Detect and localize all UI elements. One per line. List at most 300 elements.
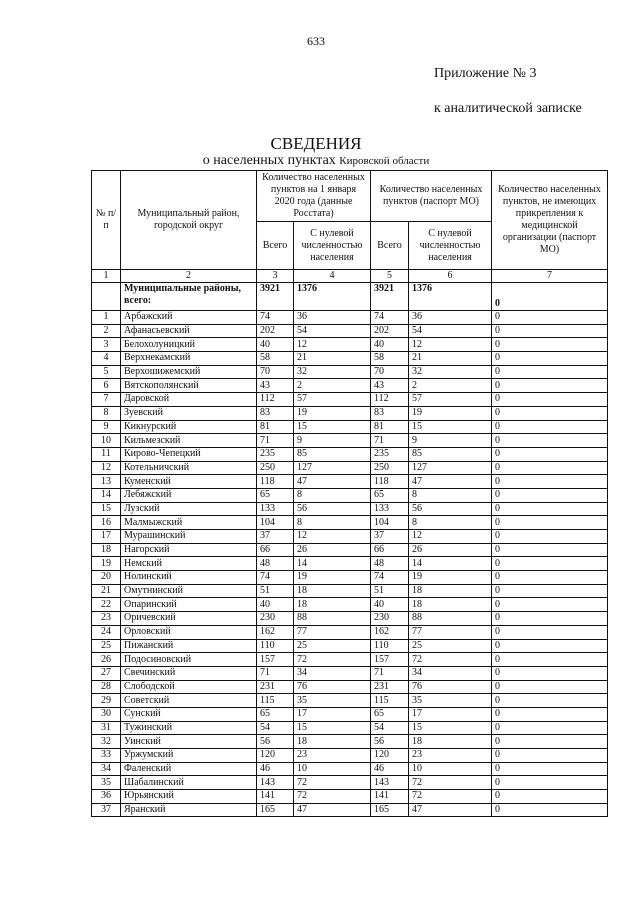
district-name: Лузский <box>121 502 257 516</box>
table-cell: 85 <box>294 447 371 461</box>
table-row <box>92 790 608 804</box>
district-name: Немский <box>121 557 257 571</box>
table-cell: 165 <box>257 803 294 817</box>
appendix-subtitle: к аналитической записке <box>434 101 582 116</box>
table-row <box>92 516 608 530</box>
table-cell: 27 <box>92 666 121 680</box>
table-row <box>92 762 608 776</box>
table-cell: 8 <box>92 406 121 420</box>
header-passport-group: Количество населенных пунктов (паспорт МО) <box>371 171 492 222</box>
table-cell: 5 <box>92 365 121 379</box>
table-cell: 0 <box>492 530 608 544</box>
table-cell: 141 <box>371 790 409 804</box>
table-cell: 71 <box>257 666 294 680</box>
table-cell: 36 <box>409 311 492 325</box>
table-cell: 70 <box>371 365 409 379</box>
header-med: Количество населенных пунктов, не имеющих прикрепления к медицинской организации (паспорт МО) <box>492 171 608 270</box>
table-cell: 1 <box>92 311 121 325</box>
table-cell: 74 <box>257 571 294 585</box>
total-cell: 1376 <box>294 283 371 311</box>
table-cell: 40 <box>257 338 294 352</box>
table-cell: 34 <box>409 666 492 680</box>
table-cell: 10 <box>294 762 371 776</box>
table-cell: 6 <box>92 379 121 393</box>
table-cell: 133 <box>371 502 409 516</box>
table-cell: 250 <box>371 461 409 475</box>
table-cell: 51 <box>371 584 409 598</box>
district-name: Оричевский <box>121 612 257 626</box>
table-cell: 20 <box>92 571 121 585</box>
table-cell: 54 <box>294 324 371 338</box>
table-row <box>92 406 608 420</box>
table-cell: 15 <box>409 420 492 434</box>
table-cell: 36 <box>92 790 121 804</box>
total-row <box>92 283 608 311</box>
table-cell: 120 <box>257 749 294 763</box>
district-name: Афанасьевский <box>121 324 257 338</box>
table-cell: 4 <box>92 352 121 366</box>
table-cell: 77 <box>409 625 492 639</box>
district-name: Куменский <box>121 475 257 489</box>
table-cell: 8 <box>294 488 371 502</box>
table-cell: 22 <box>92 598 121 612</box>
table-cell: 33 <box>92 749 121 763</box>
table-cell: 74 <box>371 571 409 585</box>
district-name: Верхошижемский <box>121 365 257 379</box>
table-cell: 72 <box>294 776 371 790</box>
table-cell: 118 <box>371 475 409 489</box>
table-cell: 2 <box>92 324 121 338</box>
table-row <box>92 694 608 708</box>
table-cell: 56 <box>409 502 492 516</box>
table-cell: 12 <box>409 530 492 544</box>
table-cell: 85 <box>409 447 492 461</box>
table-row <box>92 639 608 653</box>
table-cell: 118 <box>257 475 294 489</box>
table-row <box>92 393 608 407</box>
total-cell: 1376 <box>409 283 492 311</box>
table-cell: 0 <box>492 352 608 366</box>
table-cell: 26 <box>294 543 371 557</box>
column-number: 1 <box>92 270 121 283</box>
table-cell: 127 <box>409 461 492 475</box>
table-cell: 56 <box>294 502 371 516</box>
district-name: Нагорский <box>121 543 257 557</box>
table-cell: 81 <box>257 420 294 434</box>
table-cell: 72 <box>409 653 492 667</box>
table-cell: 12 <box>294 530 371 544</box>
table-cell: 14 <box>409 557 492 571</box>
table-cell: 21 <box>409 352 492 366</box>
table-cell: 0 <box>492 694 608 708</box>
total-cell: 3921 <box>257 283 294 311</box>
table-cell: 7 <box>92 393 121 407</box>
table-cell: 0 <box>492 749 608 763</box>
table-cell: 13 <box>92 475 121 489</box>
header-zero-passport: С нулевой численностью населения <box>409 222 492 270</box>
table-cell: 12 <box>294 338 371 352</box>
table-cell: 26 <box>92 653 121 667</box>
table-cell: 18 <box>409 584 492 598</box>
table-cell: 35 <box>92 776 121 790</box>
table-cell: 104 <box>371 516 409 530</box>
total-cell: 0 <box>492 283 608 311</box>
table-cell: 56 <box>371 735 409 749</box>
table-cell: 25 <box>294 639 371 653</box>
table-cell: 115 <box>371 694 409 708</box>
table-cell: 112 <box>257 393 294 407</box>
table-cell: 35 <box>409 694 492 708</box>
table-cell: 235 <box>257 447 294 461</box>
table-row <box>92 776 608 790</box>
table-cell: 65 <box>257 488 294 502</box>
district-name: Верхнекамский <box>121 352 257 366</box>
table-row <box>92 803 608 817</box>
table-cell: 36 <box>294 311 371 325</box>
district-name: Уинский <box>121 735 257 749</box>
district-name: Советский <box>121 694 257 708</box>
header-total-passport: Всего <box>371 222 409 270</box>
table-cell: 0 <box>492 776 608 790</box>
subtitle-region: Кировской области <box>339 155 430 167</box>
table-cell: 10 <box>409 762 492 776</box>
table-row <box>92 338 608 352</box>
district-name: Мурашинский <box>121 530 257 544</box>
table-cell: 10 <box>92 434 121 448</box>
table-cell: 19 <box>409 406 492 420</box>
table-row <box>92 379 608 393</box>
table-row <box>92 598 608 612</box>
district-name: Подосиновский <box>121 653 257 667</box>
table-row <box>92 735 608 749</box>
table-cell: 71 <box>257 434 294 448</box>
table-cell: 17 <box>409 707 492 721</box>
table-row <box>92 420 608 434</box>
table-cell: 43 <box>257 379 294 393</box>
table-row <box>92 447 608 461</box>
table-cell: 8 <box>409 488 492 502</box>
total-cell: 3921 <box>371 283 409 311</box>
table-cell: 157 <box>257 653 294 667</box>
district-name: Юрьянский <box>121 790 257 804</box>
district-name: Омутнинский <box>121 584 257 598</box>
table-cell: 24 <box>92 625 121 639</box>
table-cell: 66 <box>257 543 294 557</box>
settlements-table <box>91 170 608 817</box>
table-cell: 0 <box>492 707 608 721</box>
table-cell: 0 <box>492 461 608 475</box>
table-cell: 112 <box>371 393 409 407</box>
table-cell: 14 <box>92 488 121 502</box>
table-cell: 19 <box>409 571 492 585</box>
table-cell: 15 <box>294 721 371 735</box>
table-cell: 19 <box>92 557 121 571</box>
table-cell: 0 <box>492 447 608 461</box>
table-cell: 34 <box>92 762 121 776</box>
table-cell: 231 <box>371 680 409 694</box>
district-name: Фаленский <box>121 762 257 776</box>
table-row <box>92 557 608 571</box>
table-cell: 23 <box>294 749 371 763</box>
table-cell: 0 <box>492 420 608 434</box>
district-name: Нолинский <box>121 571 257 585</box>
table-cell: 74 <box>257 311 294 325</box>
table-cell: 35 <box>294 694 371 708</box>
page-number: 633 <box>307 34 325 48</box>
table-cell: 54 <box>371 721 409 735</box>
table-cell: 56 <box>257 735 294 749</box>
table-cell: 74 <box>371 311 409 325</box>
table-cell: 0 <box>492 639 608 653</box>
table-cell: 32 <box>409 365 492 379</box>
table-cell: 31 <box>92 721 121 735</box>
table-cell: 115 <box>257 694 294 708</box>
table-cell: 19 <box>294 406 371 420</box>
table-cell: 143 <box>371 776 409 790</box>
subtitle-main: о населенных пунктах <box>202 153 336 168</box>
table-cell: 9 <box>294 434 371 448</box>
table-row <box>92 749 608 763</box>
table-cell: 81 <box>371 420 409 434</box>
table-cell: 14 <box>294 557 371 571</box>
table-cell: 18 <box>294 584 371 598</box>
column-number: 3 <box>257 270 294 283</box>
table-cell: 0 <box>492 735 608 749</box>
table-cell: 47 <box>409 803 492 817</box>
table-cell: 21 <box>92 584 121 598</box>
table-cell: 58 <box>371 352 409 366</box>
table-row <box>92 434 608 448</box>
table-cell: 48 <box>371 557 409 571</box>
table-cell: 66 <box>371 543 409 557</box>
header-num: № п/п <box>92 171 121 270</box>
table-cell: 9 <box>92 420 121 434</box>
table-cell: 57 <box>409 393 492 407</box>
table-cell: 23 <box>409 749 492 763</box>
table-cell: 65 <box>371 488 409 502</box>
table-cell: 46 <box>257 762 294 776</box>
district-name: Опаринский <box>121 598 257 612</box>
table-cell: 0 <box>492 543 608 557</box>
table-cell: 0 <box>492 612 608 626</box>
table-cell: 0 <box>492 516 608 530</box>
table-cell: 32 <box>92 735 121 749</box>
table-cell: 202 <box>257 324 294 338</box>
table-cell: 72 <box>409 776 492 790</box>
table-cell: 15 <box>294 420 371 434</box>
table-cell: 104 <box>257 516 294 530</box>
table-cell: 0 <box>492 311 608 325</box>
table-cell: 0 <box>492 365 608 379</box>
table-cell: 15 <box>409 721 492 735</box>
table-row <box>92 707 608 721</box>
table-cell: 77 <box>294 625 371 639</box>
district-name: Уржумский <box>121 749 257 763</box>
table-cell: 46 <box>371 762 409 776</box>
table-cell: 16 <box>92 516 121 530</box>
table-cell: 30 <box>92 707 121 721</box>
column-number: 5 <box>371 270 409 283</box>
table-cell: 83 <box>257 406 294 420</box>
table-cell: 0 <box>492 790 608 804</box>
district-name: Малмыжский <box>121 516 257 530</box>
header-total-rosstat: Всего <box>257 222 294 270</box>
total-label: Муниципальные районы, всего: <box>121 283 257 311</box>
table-cell: 162 <box>257 625 294 639</box>
table-cell: 0 <box>492 475 608 489</box>
table-cell: 40 <box>371 338 409 352</box>
table-row <box>92 324 608 338</box>
table-row <box>92 543 608 557</box>
table-cell: 71 <box>371 666 409 680</box>
table-row <box>92 530 608 544</box>
table-cell: 76 <box>294 680 371 694</box>
table-cell: 0 <box>492 762 608 776</box>
district-name: Тужинский <box>121 721 257 735</box>
district-name: Орловский <box>121 625 257 639</box>
table-cell: 72 <box>409 790 492 804</box>
header-district: Муниципальный район, городской округ <box>121 171 257 270</box>
district-name: Кильмезский <box>121 434 257 448</box>
table-cell: 37 <box>371 530 409 544</box>
table-cell: 2 <box>294 379 371 393</box>
table-row <box>92 502 608 516</box>
table-cell: 8 <box>409 516 492 530</box>
table-row <box>92 625 608 639</box>
table-cell: 12 <box>92 461 121 475</box>
table-row <box>92 475 608 489</box>
column-number: 4 <box>294 270 371 283</box>
table-cell: 231 <box>257 680 294 694</box>
table-cell: 0 <box>492 653 608 667</box>
column-number: 2 <box>121 270 257 283</box>
table-cell: 0 <box>492 666 608 680</box>
table-cell: 48 <box>257 557 294 571</box>
table-cell: 19 <box>294 571 371 585</box>
table-row <box>92 488 608 502</box>
header-rosstat-group: Количество населенных пунктов на 1 января 2020 года (данные Росстата) <box>257 171 371 222</box>
document-subtitle <box>0 153 632 169</box>
table-cell: 0 <box>492 598 608 612</box>
table-cell: 165 <box>371 803 409 817</box>
district-name: Слободской <box>121 680 257 694</box>
table-cell: 51 <box>257 584 294 598</box>
table-cell: 26 <box>409 543 492 557</box>
table-cell: 25 <box>92 639 121 653</box>
district-name: Даровской <box>121 393 257 407</box>
table-cell: 71 <box>371 434 409 448</box>
table-row <box>92 352 608 366</box>
table-cell: 57 <box>294 393 371 407</box>
table-cell: 110 <box>371 639 409 653</box>
table-cell: 235 <box>371 447 409 461</box>
table-cell: 47 <box>294 803 371 817</box>
column-number: 6 <box>409 270 492 283</box>
table-cell: 23 <box>92 612 121 626</box>
table-row <box>92 721 608 735</box>
table-cell: 0 <box>492 502 608 516</box>
table-cell: 21 <box>294 352 371 366</box>
table-cell: 65 <box>371 707 409 721</box>
table-cell: 32 <box>294 365 371 379</box>
table-cell: 141 <box>257 790 294 804</box>
table-cell: 127 <box>294 461 371 475</box>
table-cell: 18 <box>92 543 121 557</box>
table-cell: 202 <box>371 324 409 338</box>
table-cell: 54 <box>409 324 492 338</box>
table-cell: 0 <box>492 571 608 585</box>
table-cell: 88 <box>409 612 492 626</box>
table-cell: 11 <box>92 447 121 461</box>
table-cell: 54 <box>257 721 294 735</box>
district-name: Кикнурский <box>121 420 257 434</box>
table-cell: 28 <box>92 680 121 694</box>
table-cell: 15 <box>92 502 121 516</box>
table-cell: 43 <box>371 379 409 393</box>
table-cell: 17 <box>294 707 371 721</box>
document-title: СВЕДЕНИЯ <box>270 134 362 153</box>
district-name: Арбажский <box>121 311 257 325</box>
table-cell: 0 <box>492 625 608 639</box>
table-cell: 0 <box>492 393 608 407</box>
table-cell: 37 <box>92 803 121 817</box>
table-cell: 143 <box>257 776 294 790</box>
table-row <box>92 653 608 667</box>
table-row <box>92 680 608 694</box>
district-name: Кирово-Чепецкий <box>121 447 257 461</box>
table-row <box>92 571 608 585</box>
table-cell: 8 <box>294 516 371 530</box>
table-cell: 40 <box>257 598 294 612</box>
table-cell: 29 <box>92 694 121 708</box>
table-cell: 157 <box>371 653 409 667</box>
table-cell: 40 <box>371 598 409 612</box>
table-cell: 17 <box>92 530 121 544</box>
table-cell: 83 <box>371 406 409 420</box>
table-cell: 88 <box>294 612 371 626</box>
table-cell: 72 <box>294 653 371 667</box>
table-cell: 0 <box>492 406 608 420</box>
table-cell: 0 <box>492 338 608 352</box>
table-row <box>92 311 608 325</box>
district-name: Зуевский <box>121 406 257 420</box>
district-name: Шабалинский <box>121 776 257 790</box>
table-cell: 47 <box>294 475 371 489</box>
table-cell: 0 <box>492 379 608 393</box>
table-row <box>92 584 608 598</box>
table-cell: 37 <box>257 530 294 544</box>
table-cell: 18 <box>409 598 492 612</box>
district-name: Вятскополянский <box>121 379 257 393</box>
table-cell: 230 <box>257 612 294 626</box>
table-cell: 70 <box>257 365 294 379</box>
table-cell: 0 <box>492 721 608 735</box>
table-cell: 0 <box>492 488 608 502</box>
table-cell: 34 <box>294 666 371 680</box>
table-cell: 0 <box>492 557 608 571</box>
district-name: Свечинский <box>121 666 257 680</box>
table-cell: 133 <box>257 502 294 516</box>
table-cell: 0 <box>492 584 608 598</box>
table-cell: 18 <box>294 735 371 749</box>
table-row <box>92 612 608 626</box>
district-name: Котельничский <box>121 461 257 475</box>
district-name: Белохолуницкий <box>121 338 257 352</box>
table-cell: 58 <box>257 352 294 366</box>
table-cell: 110 <box>257 639 294 653</box>
table-cell: 65 <box>257 707 294 721</box>
table-cell: 230 <box>371 612 409 626</box>
